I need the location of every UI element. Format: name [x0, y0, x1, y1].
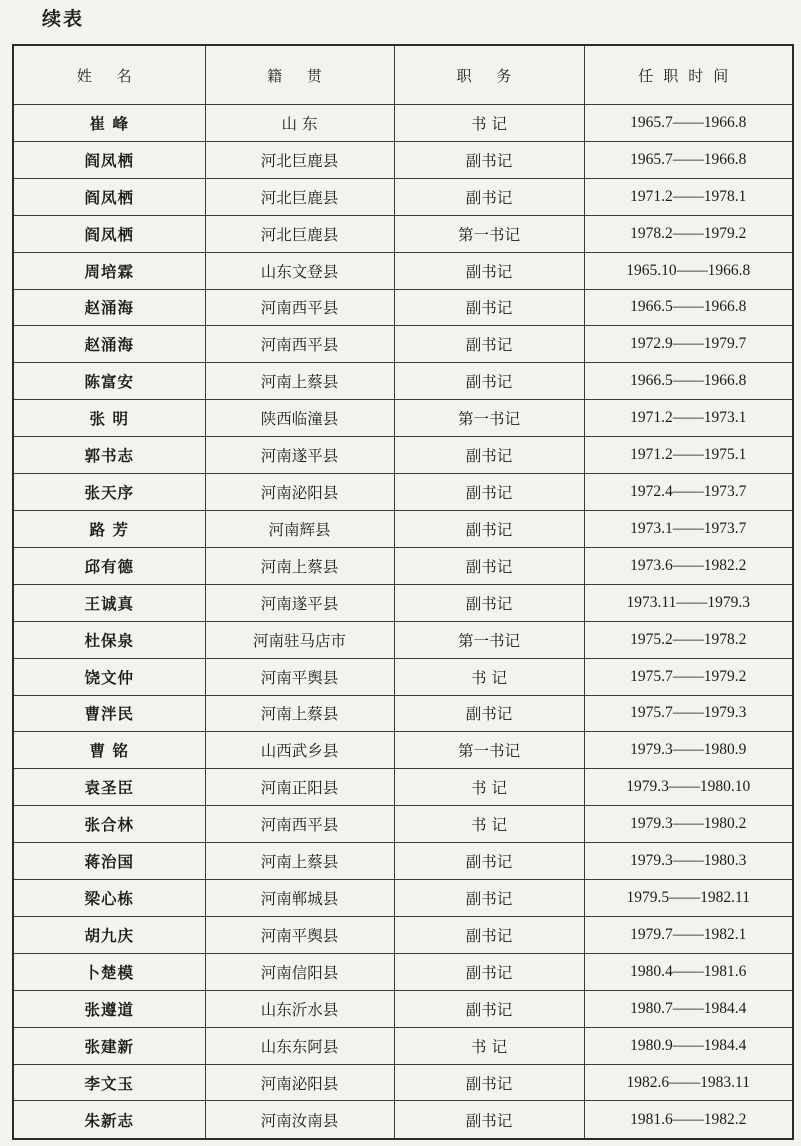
- cell-term: 1979.3——1980.2: [584, 806, 793, 843]
- cell-origin: 河南汝南县: [205, 1101, 394, 1139]
- cell-term: 1971.2——1975.1: [584, 437, 793, 474]
- cell-name: 阎凤栖: [13, 141, 205, 178]
- table-row: [13, 215, 793, 252]
- cell-term: 1982.6——1983.11: [584, 1064, 793, 1101]
- cell-term: 1979.3——1980.10: [584, 769, 793, 806]
- cell-position: 第一书记: [394, 215, 584, 252]
- header-position: 职 务: [394, 45, 584, 105]
- cell-origin: 山 东: [205, 105, 394, 142]
- cell-name: 王诚真: [13, 584, 205, 621]
- table-row: [13, 658, 793, 695]
- cell-position: 副书记: [394, 843, 584, 880]
- table-row: [13, 806, 793, 843]
- cell-origin: 河南正阳县: [205, 769, 394, 806]
- cell-origin: 河南西平县: [205, 806, 394, 843]
- cell-name: 周培霖: [13, 252, 205, 289]
- table-row: [13, 953, 793, 990]
- cell-position: 第一书记: [394, 400, 584, 437]
- cell-name: 蒋治国: [13, 843, 205, 880]
- cell-position: 副书记: [394, 326, 584, 363]
- table-row: [13, 178, 793, 215]
- header-row: [13, 45, 793, 105]
- table-row: [13, 289, 793, 326]
- cell-origin: 河南信阳县: [205, 953, 394, 990]
- cell-term: 1975.2——1978.2: [584, 621, 793, 658]
- table-row: [13, 1027, 793, 1064]
- cell-name: 路 芳: [13, 510, 205, 547]
- cell-position: 副书记: [394, 953, 584, 990]
- cell-origin: 河南遂平县: [205, 437, 394, 474]
- cell-origin: 陕西临潼县: [205, 400, 394, 437]
- cell-origin: 河南泌阳县: [205, 1064, 394, 1101]
- cell-origin: 山东东阿县: [205, 1027, 394, 1064]
- cell-name: 张 明: [13, 400, 205, 437]
- cell-origin: 河南上蔡县: [205, 363, 394, 400]
- cell-position: 书 记: [394, 769, 584, 806]
- officials-table: [12, 44, 794, 1140]
- cell-position: 副书记: [394, 437, 584, 474]
- table-row: [13, 363, 793, 400]
- cell-term: 1981.6——1982.2: [584, 1101, 793, 1139]
- cell-origin: 河南郸城县: [205, 880, 394, 917]
- cell-term: 1979.3——1980.3: [584, 843, 793, 880]
- cell-position: 书 记: [394, 1027, 584, 1064]
- table-row: [13, 547, 793, 584]
- cell-position: 副书记: [394, 1064, 584, 1101]
- cell-origin: 河南上蔡县: [205, 843, 394, 880]
- cell-name: 张遵道: [13, 990, 205, 1027]
- table-body: [13, 105, 793, 1140]
- cell-name: 张天序: [13, 474, 205, 511]
- table-row: [13, 400, 793, 437]
- cell-position: 副书记: [394, 178, 584, 215]
- header-term: 任职时间: [584, 45, 793, 105]
- cell-name: 崔 峰: [13, 105, 205, 142]
- cell-origin: 河南上蔡县: [205, 695, 394, 732]
- cell-origin: 河南遂平县: [205, 584, 394, 621]
- cell-term: 1972.9——1979.7: [584, 326, 793, 363]
- cell-position: 副书记: [394, 584, 584, 621]
- cell-term: 1975.7——1979.2: [584, 658, 793, 695]
- cell-origin: 河南平舆县: [205, 916, 394, 953]
- cell-name: 卜楚模: [13, 953, 205, 990]
- cell-position: 副书记: [394, 252, 584, 289]
- cell-position: 书 记: [394, 658, 584, 695]
- table-row: [13, 474, 793, 511]
- header-origin: 籍 贯: [205, 45, 394, 105]
- cell-name: 阎凤栖: [13, 215, 205, 252]
- cell-position: 副书记: [394, 289, 584, 326]
- cell-position: 副书记: [394, 141, 584, 178]
- cell-name: 张建新: [13, 1027, 205, 1064]
- cell-term: 1979.5——1982.11: [584, 880, 793, 917]
- table-row: [13, 843, 793, 880]
- cell-position: 副书记: [394, 1101, 584, 1139]
- cell-name: 邱有德: [13, 547, 205, 584]
- table-row: [13, 584, 793, 621]
- cell-position: 书 记: [394, 105, 584, 142]
- cell-origin: 河北巨鹿县: [205, 215, 394, 252]
- table-row: [13, 732, 793, 769]
- cell-position: 副书记: [394, 695, 584, 732]
- table-row: [13, 510, 793, 547]
- table-row: [13, 916, 793, 953]
- cell-name: 郭书志: [13, 437, 205, 474]
- cell-origin: 山东沂水县: [205, 990, 394, 1027]
- cell-origin: 山西武乡县: [205, 732, 394, 769]
- cell-term: 1973.11——1979.3: [584, 584, 793, 621]
- cell-term: 1980.4——1981.6: [584, 953, 793, 990]
- table-row: [13, 621, 793, 658]
- cell-position: 第一书记: [394, 732, 584, 769]
- cell-name: 赵涌海: [13, 289, 205, 326]
- cell-name: 袁圣臣: [13, 769, 205, 806]
- cell-position: 副书记: [394, 880, 584, 917]
- cell-term: 1966.5——1966.8: [584, 363, 793, 400]
- table-row: [13, 880, 793, 917]
- cell-name: 陈富安: [13, 363, 205, 400]
- cell-term: 1966.5——1966.8: [584, 289, 793, 326]
- cell-term: 1971.2——1978.1: [584, 178, 793, 215]
- table-row: [13, 769, 793, 806]
- cell-position: 副书记: [394, 363, 584, 400]
- cell-term: 1980.7——1984.4: [584, 990, 793, 1027]
- table-row: [13, 695, 793, 732]
- cell-name: 梁心栋: [13, 880, 205, 917]
- cell-position: 副书记: [394, 990, 584, 1027]
- cell-origin: 河南辉县: [205, 510, 394, 547]
- cell-term: 1965.7——1966.8: [584, 141, 793, 178]
- cell-position: 副书记: [394, 547, 584, 584]
- table-row: [13, 1101, 793, 1139]
- cell-name: 赵涌海: [13, 326, 205, 363]
- cell-name: 朱新志: [13, 1101, 205, 1139]
- cell-term: 1978.2——1979.2: [584, 215, 793, 252]
- cell-term: 1965.10——1966.8: [584, 252, 793, 289]
- cell-term: 1971.2——1973.1: [584, 400, 793, 437]
- cell-term: 1973.6——1982.2: [584, 547, 793, 584]
- cell-origin: 山东文登县: [205, 252, 394, 289]
- cell-name: 曹 铭: [13, 732, 205, 769]
- table-row: [13, 105, 793, 142]
- cell-name: 饶文仲: [13, 658, 205, 695]
- cell-term: 1972.4——1973.7: [584, 474, 793, 511]
- cell-position: 副书记: [394, 474, 584, 511]
- cell-position: 书 记: [394, 806, 584, 843]
- cell-origin: 河南西平县: [205, 289, 394, 326]
- cell-name: 曹泮民: [13, 695, 205, 732]
- cell-term: 1979.3——1980.9: [584, 732, 793, 769]
- cell-term: 1980.9——1984.4: [584, 1027, 793, 1064]
- cell-origin: 河北巨鹿县: [205, 178, 394, 215]
- header-name: 姓 名: [13, 45, 205, 105]
- table-row: [13, 990, 793, 1027]
- table-row: [13, 326, 793, 363]
- cell-origin: 河南泌阳县: [205, 474, 394, 511]
- table-caption: 续表: [42, 8, 85, 30]
- cell-position: 第一书记: [394, 621, 584, 658]
- cell-name: 阎凤栖: [13, 178, 205, 215]
- cell-origin: 河南平舆县: [205, 658, 394, 695]
- cell-origin: 河北巨鹿县: [205, 141, 394, 178]
- cell-name: 杜保泉: [13, 621, 205, 658]
- cell-term: 1979.7——1982.1: [584, 916, 793, 953]
- table-row: [13, 141, 793, 178]
- cell-position: 副书记: [394, 916, 584, 953]
- cell-term: 1965.7——1966.8: [584, 105, 793, 142]
- cell-term: 1973.1——1973.7: [584, 510, 793, 547]
- cell-origin: 河南上蔡县: [205, 547, 394, 584]
- cell-origin: 河南驻马店市: [205, 621, 394, 658]
- cell-name: 胡九庆: [13, 916, 205, 953]
- table-row: [13, 437, 793, 474]
- cell-name: 张合林: [13, 806, 205, 843]
- cell-term: 1975.7——1979.3: [584, 695, 793, 732]
- cell-name: 李文玉: [13, 1064, 205, 1101]
- cell-origin: 河南西平县: [205, 326, 394, 363]
- table-row: [13, 252, 793, 289]
- table-row: [13, 1064, 793, 1101]
- cell-position: 副书记: [394, 510, 584, 547]
